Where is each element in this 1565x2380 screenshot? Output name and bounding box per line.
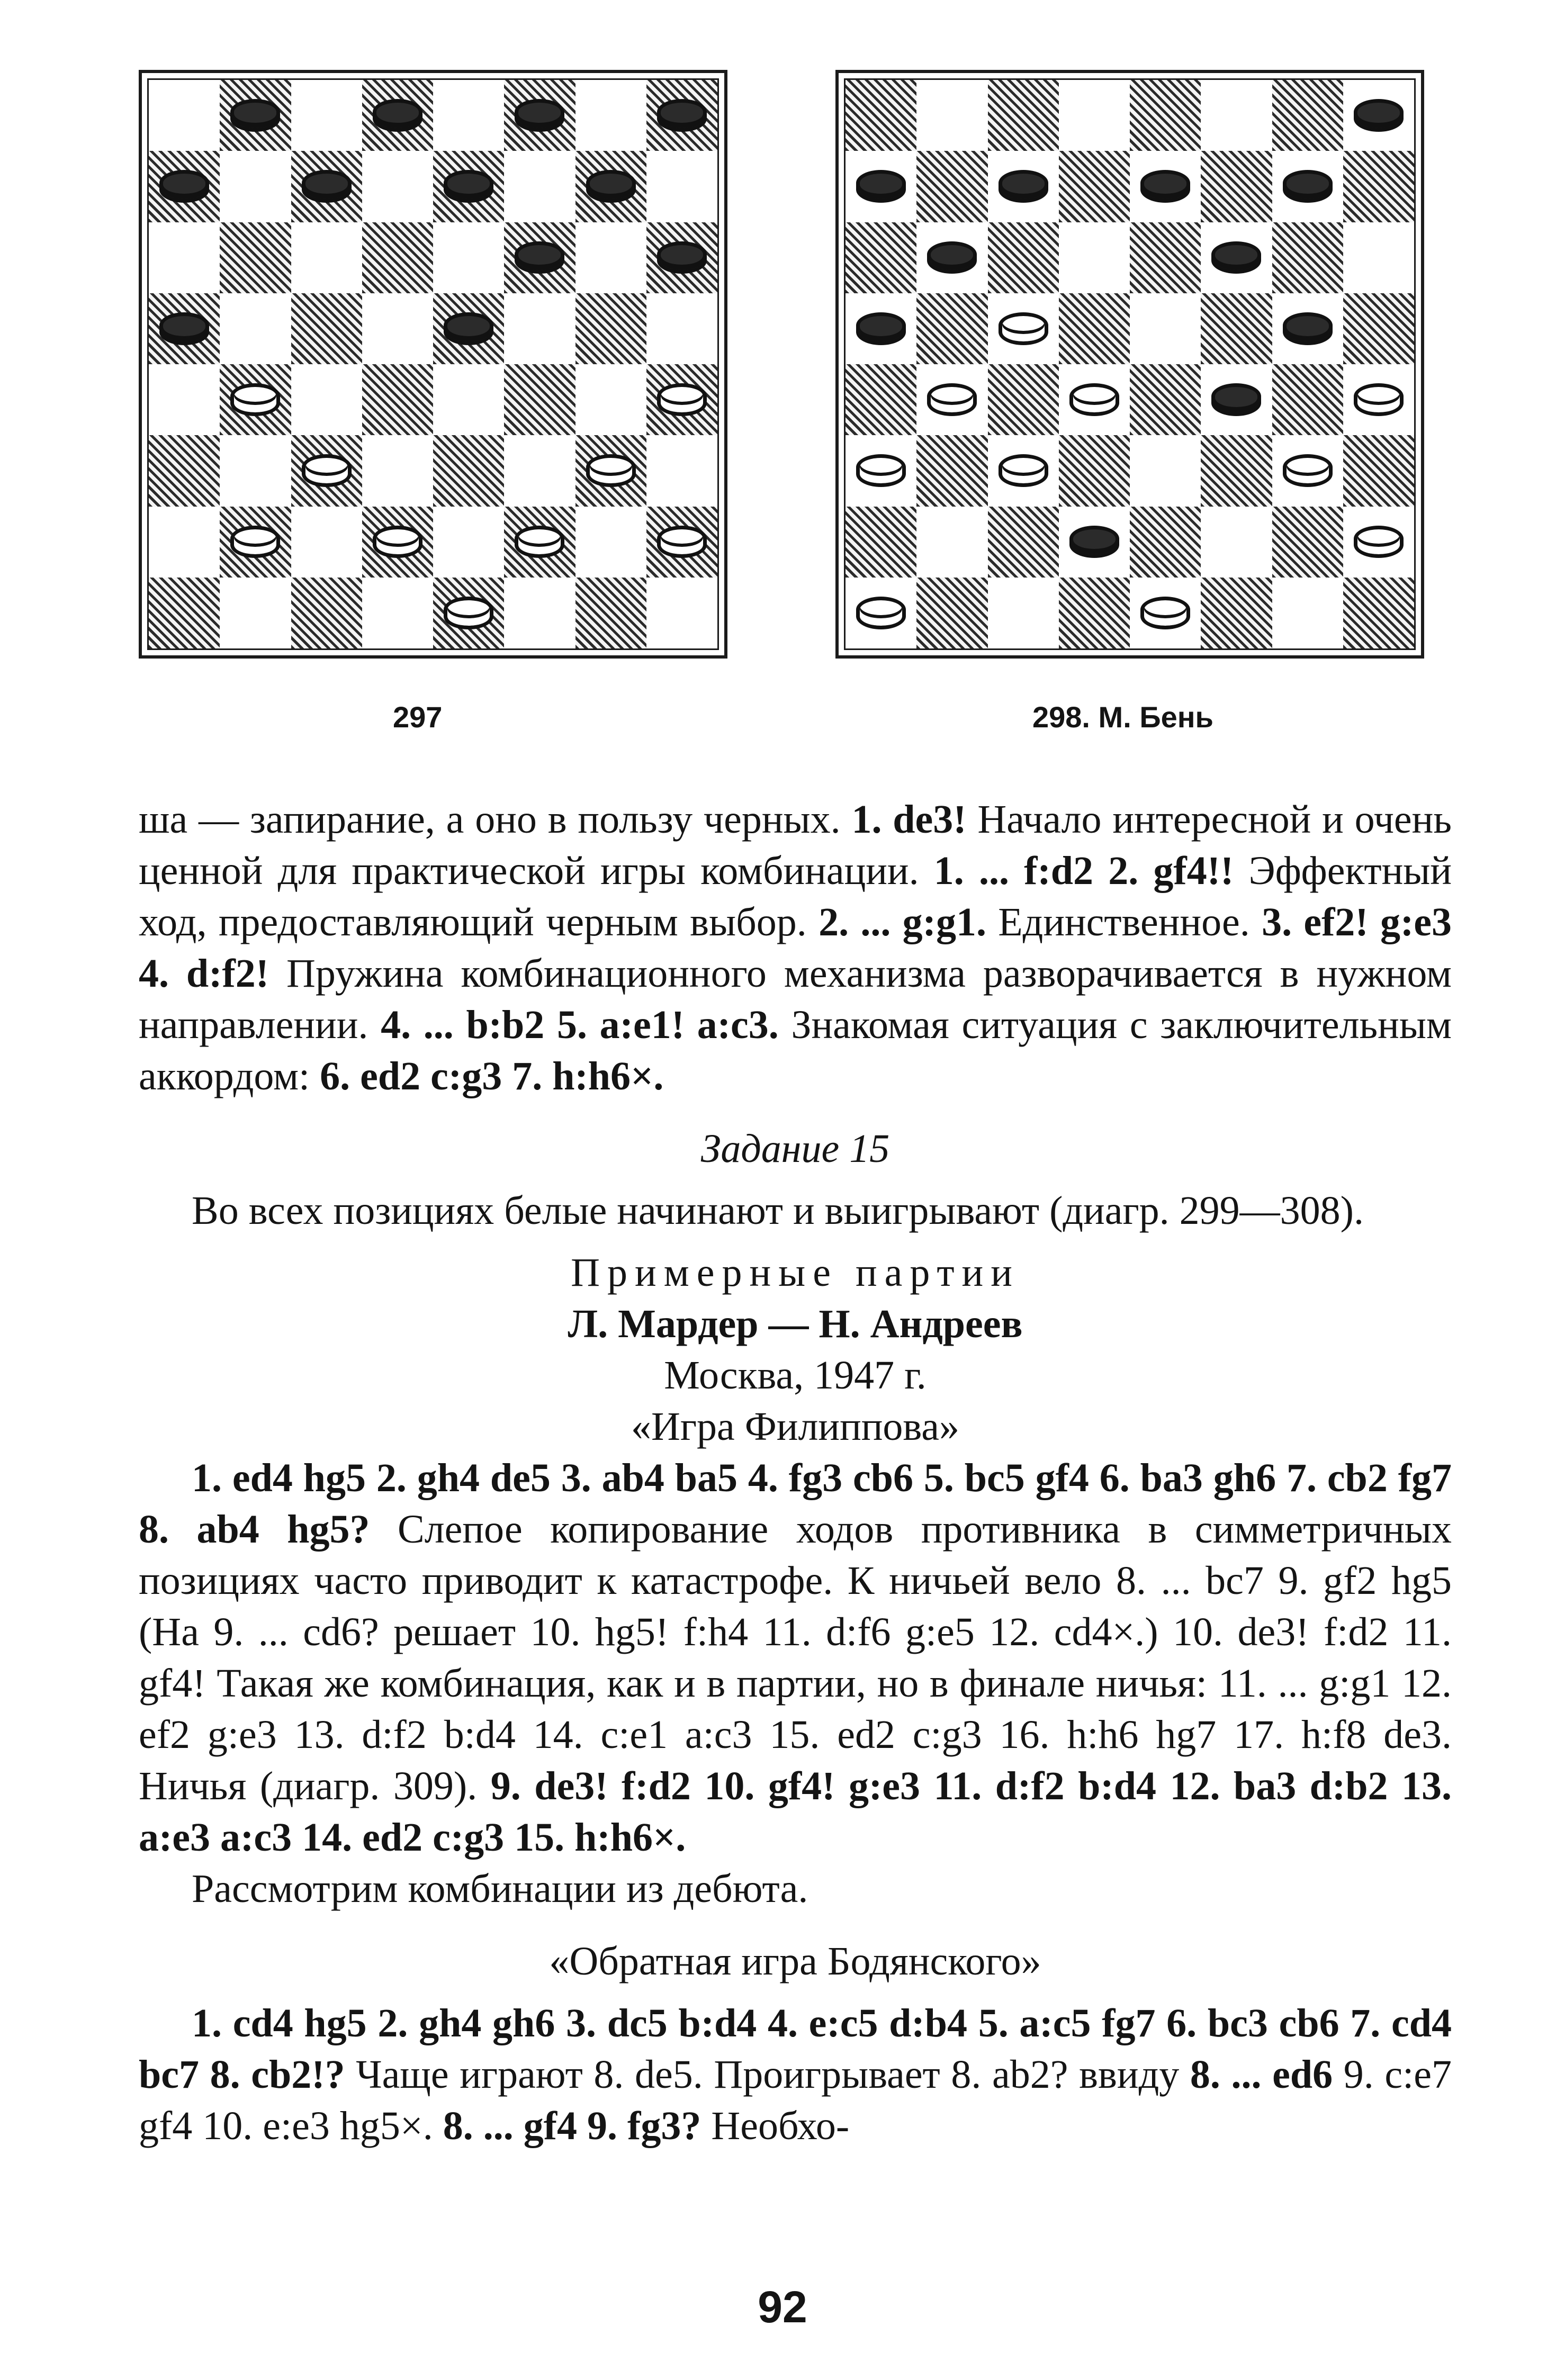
square-f2	[1201, 507, 1272, 578]
p1-run-7: 3. ef2! g:e3 4. d:f2!	[139, 900, 1452, 996]
black-checker-g7	[586, 170, 636, 203]
square-h2	[1343, 507, 1414, 578]
square-a6	[149, 222, 220, 293]
square-c5	[988, 293, 1059, 364]
square-c4	[291, 364, 362, 435]
square-f6	[1201, 222, 1272, 293]
square-d5	[362, 293, 433, 364]
p4-run-3: 9. c:e7 gf4 10. e:e3 hg5×.	[139, 2052, 1452, 2148]
white-checker-g3	[1283, 454, 1333, 487]
black-checker-e7	[1140, 170, 1190, 203]
square-a3	[846, 435, 916, 506]
black-checker-a7	[856, 170, 906, 203]
square-h4	[646, 364, 717, 435]
square-h6	[646, 222, 717, 293]
square-g8	[575, 80, 646, 151]
square-c8	[988, 80, 1059, 151]
diagram-297-caption: 297	[393, 700, 443, 734]
square-b1	[916, 578, 987, 648]
square-e5	[433, 293, 504, 364]
game1-opening: «Игра Филиппова»	[631, 1404, 960, 1449]
black-checker-g7	[1283, 170, 1333, 203]
p2-run-1: Слепое копирование ходов противника в симметричных позициях часто приводит к катастрофе. К ничьей вело 8. ... bc7 9. gf2 hg5 (На 9. ... cd6? решает 10. hg5! f:h4 11. d:f6 g:e5 12. cd4×.) 10. de3! f:d2 11. gf4! Такая же комбинация, как и в партии, но в финале ничья: 11. ... g:g1 12. ef2 g:e3 13. d:f2 b:d4 14. c:e1 a:c3 15. ed2 c:g3 16. h:h6 hg7 17. h:f8 de3. Ничья (диагр. 309).	[139, 1507, 1452, 1808]
white-checker-f2	[515, 526, 564, 558]
p1-run-4: Эффектный ход, предоставляющий черным выбор.	[139, 849, 1452, 944]
black-checker-a5	[159, 312, 209, 345]
square-d4	[362, 364, 433, 435]
black-checker-b6	[927, 241, 977, 274]
p1-run-3: 1. ... f:d2 2. gf4!!	[933, 849, 1234, 893]
square-g6	[575, 222, 646, 293]
p1-run-2: Начало интересной и очень ценной для практической игры комбинации.	[139, 797, 1452, 893]
black-checker-a7	[159, 170, 209, 203]
body-text	[139, 794, 1452, 2152]
square-d7	[1059, 151, 1130, 222]
square-h4	[1343, 364, 1414, 435]
square-e6	[1130, 222, 1201, 293]
black-checker-d8	[373, 99, 422, 132]
black-checker-h8	[1354, 99, 1404, 132]
square-d3	[362, 435, 433, 506]
square-c3	[291, 435, 362, 506]
square-f1	[504, 578, 575, 648]
square-b4	[916, 364, 987, 435]
white-checker-a1	[856, 597, 906, 629]
black-checker-e5	[444, 312, 493, 345]
square-g4	[1272, 364, 1343, 435]
square-g3	[1272, 435, 1343, 506]
square-b1	[220, 578, 291, 648]
square-h6	[1343, 222, 1414, 293]
square-d3	[1059, 435, 1130, 506]
square-e6	[433, 222, 504, 293]
square-f4	[1201, 364, 1272, 435]
white-checker-h2	[1354, 526, 1404, 558]
p4-run-1: Чаще играют 8. de5. Проигрывает 8. ab2? ввиду	[345, 2052, 1190, 2097]
black-checker-g5	[1283, 312, 1333, 345]
square-a4	[846, 364, 916, 435]
square-e5	[1130, 293, 1201, 364]
square-b5	[220, 293, 291, 364]
square-e7	[433, 151, 504, 222]
square-b7	[916, 151, 987, 222]
square-b5	[916, 293, 987, 364]
square-a3	[149, 435, 220, 506]
square-d6	[362, 222, 433, 293]
white-checker-d4	[1069, 383, 1119, 416]
p2-run-2: 9. de3! f:d2 10. gf4! g:e3 11. d:f2 b:d4 12. ba3 d:b2 13. a:e3 a:c3 14. ed2 c:g3 15. h:h6×.	[139, 1764, 1452, 1860]
paragraph-game2-moves	[139, 1998, 1452, 2152]
game1-players: Л. Мардер — Н. Андреев	[568, 1302, 1023, 1346]
square-f8	[504, 80, 575, 151]
square-a4	[149, 364, 220, 435]
task-title: Задание 15	[700, 1126, 890, 1171]
square-b2	[916, 507, 987, 578]
square-h8	[1343, 80, 1414, 151]
square-g2	[1272, 507, 1343, 578]
diagram-297-frame	[139, 70, 727, 659]
black-checker-h6	[657, 241, 707, 274]
square-d8	[362, 80, 433, 151]
square-h7	[1343, 151, 1414, 222]
square-h8	[646, 80, 717, 151]
white-checker-c5	[999, 312, 1048, 345]
square-d7	[362, 151, 433, 222]
square-c1	[988, 578, 1059, 648]
square-b6	[220, 222, 291, 293]
square-f3	[1201, 435, 1272, 506]
square-g5	[575, 293, 646, 364]
square-a1	[149, 578, 220, 648]
square-f2	[504, 507, 575, 578]
black-checker-a5	[856, 312, 906, 345]
square-a8	[846, 80, 916, 151]
white-checker-c3	[302, 454, 352, 487]
square-b8	[916, 80, 987, 151]
square-g8	[1272, 80, 1343, 151]
square-h5	[1343, 293, 1414, 364]
black-checker-f6	[1211, 241, 1261, 274]
square-g1	[1272, 578, 1343, 648]
square-d1	[362, 578, 433, 648]
white-checker-b2	[230, 526, 280, 558]
square-c2	[988, 507, 1059, 578]
square-f7	[504, 151, 575, 222]
paragraph-combination-analysis	[139, 794, 1452, 1102]
square-e7	[1130, 151, 1201, 222]
square-f6	[504, 222, 575, 293]
black-checker-c7	[302, 170, 352, 203]
square-b3	[220, 435, 291, 506]
square-b2	[220, 507, 291, 578]
p1-run-8: Пружина комбинационного механизма разворачивается в нужном направлении.	[139, 951, 1452, 1047]
white-checker-h4	[1354, 383, 1404, 416]
square-g1	[575, 578, 646, 648]
black-checker-c7	[999, 170, 1048, 203]
square-c3	[988, 435, 1059, 506]
square-a7	[846, 151, 916, 222]
square-c5	[291, 293, 362, 364]
black-checker-b8	[230, 99, 280, 132]
p1-run-0: ша — запирание, а оно в пользу черных.	[139, 797, 852, 842]
square-h5	[646, 293, 717, 364]
p4-run-4: 8. ... gf4 9. fg3?	[443, 2104, 701, 2148]
square-c4	[988, 364, 1059, 435]
square-a2	[149, 507, 220, 578]
square-c1	[291, 578, 362, 648]
p1-run-5: 2. ... g:g1.	[819, 900, 986, 944]
white-checker-e1	[444, 597, 493, 629]
square-h1	[1343, 578, 1414, 648]
square-f8	[1201, 80, 1272, 151]
p1-run-10: Знакомая ситуация с заключительным аккордом:	[139, 1003, 1452, 1098]
white-checker-a3	[856, 454, 906, 487]
black-checker-f4	[1211, 383, 1261, 416]
white-checker-h4	[657, 383, 707, 416]
p4-run-5: Необхо-	[701, 2104, 850, 2148]
square-g3	[575, 435, 646, 506]
black-checker-e7	[444, 170, 493, 203]
square-h1	[646, 578, 717, 648]
p1-run-9: 4. ... b:b2 5. a:e1! a:c3.	[381, 1003, 779, 1047]
paragraph-game1-moves	[139, 1453, 1452, 1863]
square-e3	[1130, 435, 1201, 506]
p1-run-11: 6. ed2 c:g3 7. h:h6×.	[320, 1054, 664, 1098]
task-text: Во всех позициях белые начинают и выигрывают (диагр. 299—308).	[192, 1188, 1364, 1233]
p1-run-6: Единственное.	[986, 900, 1262, 944]
square-a5	[149, 293, 220, 364]
square-e8	[433, 80, 504, 151]
black-checker-f8	[515, 99, 564, 132]
square-a5	[846, 293, 916, 364]
square-d2	[362, 507, 433, 578]
square-c7	[291, 151, 362, 222]
square-b4	[220, 364, 291, 435]
diagram-297-board	[147, 78, 719, 650]
square-c2	[291, 507, 362, 578]
square-f1	[1201, 578, 1272, 648]
white-checker-b4	[230, 383, 280, 416]
black-checker-h8	[657, 99, 707, 132]
square-g7	[575, 151, 646, 222]
square-g2	[575, 507, 646, 578]
square-e2	[1130, 507, 1201, 578]
square-g7	[1272, 151, 1343, 222]
square-b6	[916, 222, 987, 293]
section-title: Примерные партии	[571, 1250, 1020, 1295]
p4-run-0: 1. cd4 hg5 2. gh4 gh6 3. dc5 b:d4 4. e:c5 d:b4 5. a:c5 fg7 6. bc3 cb6 7. cd4 bc7 8. cb2!?	[139, 2001, 1452, 2097]
white-checker-d2	[373, 526, 422, 558]
square-a6	[846, 222, 916, 293]
square-e4	[433, 364, 504, 435]
square-d8	[1059, 80, 1130, 151]
square-f5	[504, 293, 575, 364]
game1-place: Москва, 1947 г.	[664, 1353, 927, 1398]
square-f5	[1201, 293, 1272, 364]
square-g4	[575, 364, 646, 435]
square-h7	[646, 151, 717, 222]
square-a7	[149, 151, 220, 222]
paragraph-debut-intro: Рассмотрим комбинации из дебюта.	[192, 1867, 808, 1911]
square-e4	[1130, 364, 1201, 435]
square-h3	[646, 435, 717, 506]
black-checker-f6	[515, 241, 564, 274]
square-d1	[1059, 578, 1130, 648]
game2-opening: «Обратная игра Бодянского»	[549, 1939, 1041, 1984]
square-d5	[1059, 293, 1130, 364]
square-h3	[1343, 435, 1414, 506]
square-c6	[988, 222, 1059, 293]
square-c6	[291, 222, 362, 293]
diagram-298-board	[844, 78, 1416, 650]
black-checker-d2	[1069, 526, 1119, 558]
square-g5	[1272, 293, 1343, 364]
square-b3	[916, 435, 987, 506]
white-checker-e1	[1140, 597, 1190, 629]
square-a1	[846, 578, 916, 648]
square-c7	[988, 151, 1059, 222]
p1-run-1: 1. de3!	[851, 797, 967, 842]
square-f3	[504, 435, 575, 506]
square-b8	[220, 80, 291, 151]
white-checker-h2	[657, 526, 707, 558]
square-a2	[846, 507, 916, 578]
square-d6	[1059, 222, 1130, 293]
square-f4	[504, 364, 575, 435]
p4-run-2: 8. ... ed6	[1190, 2052, 1333, 2097]
square-b7	[220, 151, 291, 222]
square-e1	[433, 578, 504, 648]
square-a8	[149, 80, 220, 151]
square-c8	[291, 80, 362, 151]
white-checker-b4	[927, 383, 977, 416]
square-h2	[646, 507, 717, 578]
square-e8	[1130, 80, 1201, 151]
page-number: 92	[758, 2282, 807, 2332]
square-e3	[433, 435, 504, 506]
square-e2	[433, 507, 504, 578]
square-f7	[1201, 151, 1272, 222]
diagram-298-caption: 298. М. Бень	[1032, 700, 1213, 734]
white-checker-c3	[999, 454, 1048, 487]
p2-run-0: 1. ed4 hg5 2. gh4 de5 3. ab4 ba5 4. fg3 cb6 5. bc5 gf4 6. ba3 gh6 7. cb2 fg7 8. ab4 hg5?	[139, 1456, 1452, 1552]
square-g6	[1272, 222, 1343, 293]
diagram-298-frame	[835, 70, 1424, 659]
square-e1	[1130, 578, 1201, 648]
white-checker-g3	[586, 454, 636, 487]
square-d4	[1059, 364, 1130, 435]
square-d2	[1059, 507, 1130, 578]
